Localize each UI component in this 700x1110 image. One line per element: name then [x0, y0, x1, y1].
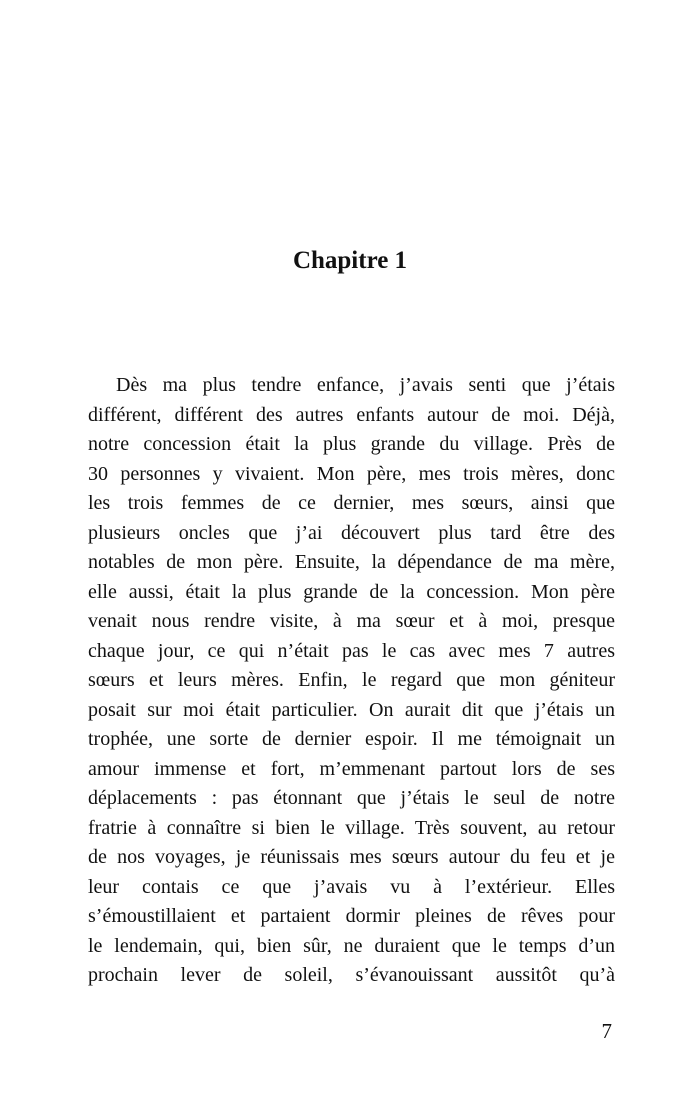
- paragraph-line: différent, différent des autres enfants autour de moi. Déjà,: [88, 403, 615, 426]
- paragraph-line: déplacements : pas étonnant que j’étais le seul de notre: [88, 787, 615, 809]
- paragraph-line: Dès ma plus tendre enfance, j’avais senti que j’étais: [116, 374, 615, 396]
- body-paragraph: [88, 371, 615, 991]
- paragraph-line: les trois femmes de ce dernier, mes sœurs, ainsi que: [88, 492, 615, 514]
- paragraph-line: elle aussi, était la plus grande de la concession. Mon père: [88, 580, 615, 603]
- paragraph-line: de nos voyages, je réunissais mes sœurs autour du feu et je: [88, 846, 615, 868]
- paragraph-line: plusieurs oncles que j’ai découvert plus tard être des: [88, 521, 615, 544]
- paragraph-line: prochain lever de soleil, s’évanouissant aussitôt qu’à: [88, 964, 615, 986]
- paragraph-line: leur contais ce que j’avais vu à l’extérieur. Elles: [88, 875, 615, 898]
- page-number: 7: [601, 1019, 612, 1043]
- paragraph-line: posait sur moi était particulier. On aurait dit que j’étais un: [88, 698, 615, 721]
- paragraph-line: venait nous rendre visite, à ma sœur et à moi, presque: [88, 610, 615, 632]
- paragraph-line: le lendemain, qui, bien sûr, ne duraient que le temps d’un: [88, 934, 615, 957]
- chapter-title: Chapitre 1: [292, 247, 408, 274]
- paragraph-line: 30 personnes y vivaient. Mon père, mes trois mères, donc: [88, 462, 615, 485]
- paragraph-line: amour immense et fort, m’emmenant partout lors de ses: [88, 757, 615, 780]
- paragraph-line: s’émoustillaient et partaient dormir pleines de rêves pour: [88, 905, 615, 927]
- paragraph-line: notre concession était la plus grande du village. Près de: [88, 433, 615, 455]
- paragraph-line: notables de mon père. Ensuite, la dépendance de ma mère,: [88, 551, 615, 573]
- paragraph-line: fratrie à connaître si bien le village. Très souvent, au retour: [88, 816, 615, 839]
- paragraph-line: chaque jour, ce qui n’était pas le cas avec mes 7 autres: [88, 639, 615, 662]
- paragraph-line: sœurs et leurs mères. Enfin, le regard que mon géniteur: [88, 669, 615, 691]
- paragraph-line: trophée, une sorte de dernier espoir. Il me témoignait un: [88, 728, 615, 750]
